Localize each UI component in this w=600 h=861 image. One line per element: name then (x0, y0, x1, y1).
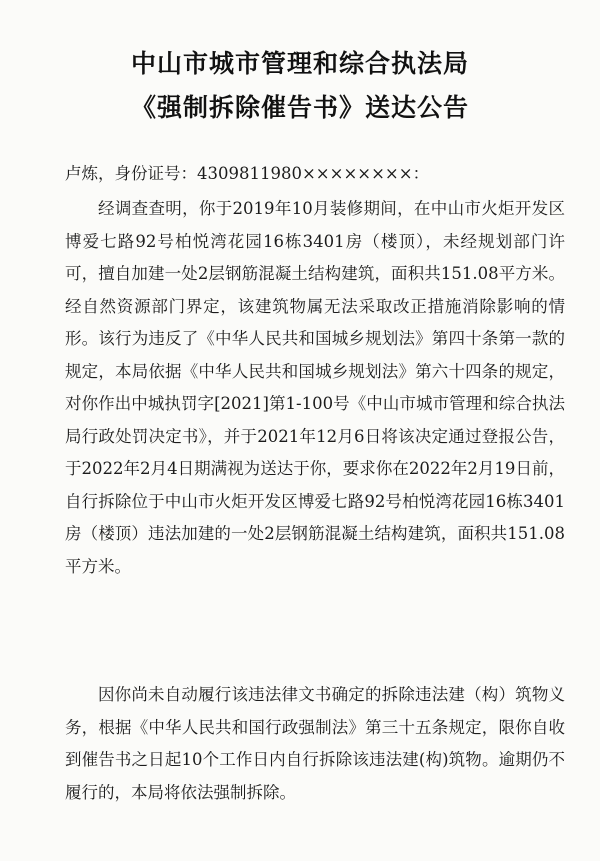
notice-title-line1: 中山市城市管理和综合执法局 (130, 49, 469, 78)
paragraph-findings: 经调查查明，你于2019年10月装修期间，在中山市火炬开发区博爱七路92号柏悦湾花园16栋3401房（楼顶），未经规划部门许可，擅自加建一处2层钢筋混凝土结构建筑，面积共151.08平方米。经自然资源部门界定，该建筑物属无法采取改正措施消除影响的情形。该行为违反了《中华人民共和国城乡规划法》第四十条第一款的规定，本局依据《中华人民共和国城乡规划法》第六十四条的规定，对你作出中城执罚字[2021]第1-100号《中山市城市管理和综合执法局行政处罚决定书》，并于2021年12月6日将该决定通过登报公告，于2022年2月4日期满视为送达于你，要求你在2022年2月19日前，自行拆除位于中山市火炬开发区博爱七路92号柏悦湾花园16栋3401房（楼顶）违法加建的一处2层钢筋混凝土结构建筑，面积共151.08平方米。 (65, 199, 565, 576)
recipient-line: 卢炼，身份证号：4309811980××××××××： (65, 164, 430, 183)
paragraph-demand: 因你尚未自动履行该违法律文书确定的拆除违法建（构）筑物义务，根据《中华人民共和国行政强制法》第三十五条规定，限你自收到催告书之日起10个工作日内自行拆除该违法建(构)筑物。逾期仍不履行的，本局将依法强制拆除。 (65, 685, 565, 802)
notice-title-line2: 《强制拆除催告书》送达公告 (130, 93, 469, 122)
